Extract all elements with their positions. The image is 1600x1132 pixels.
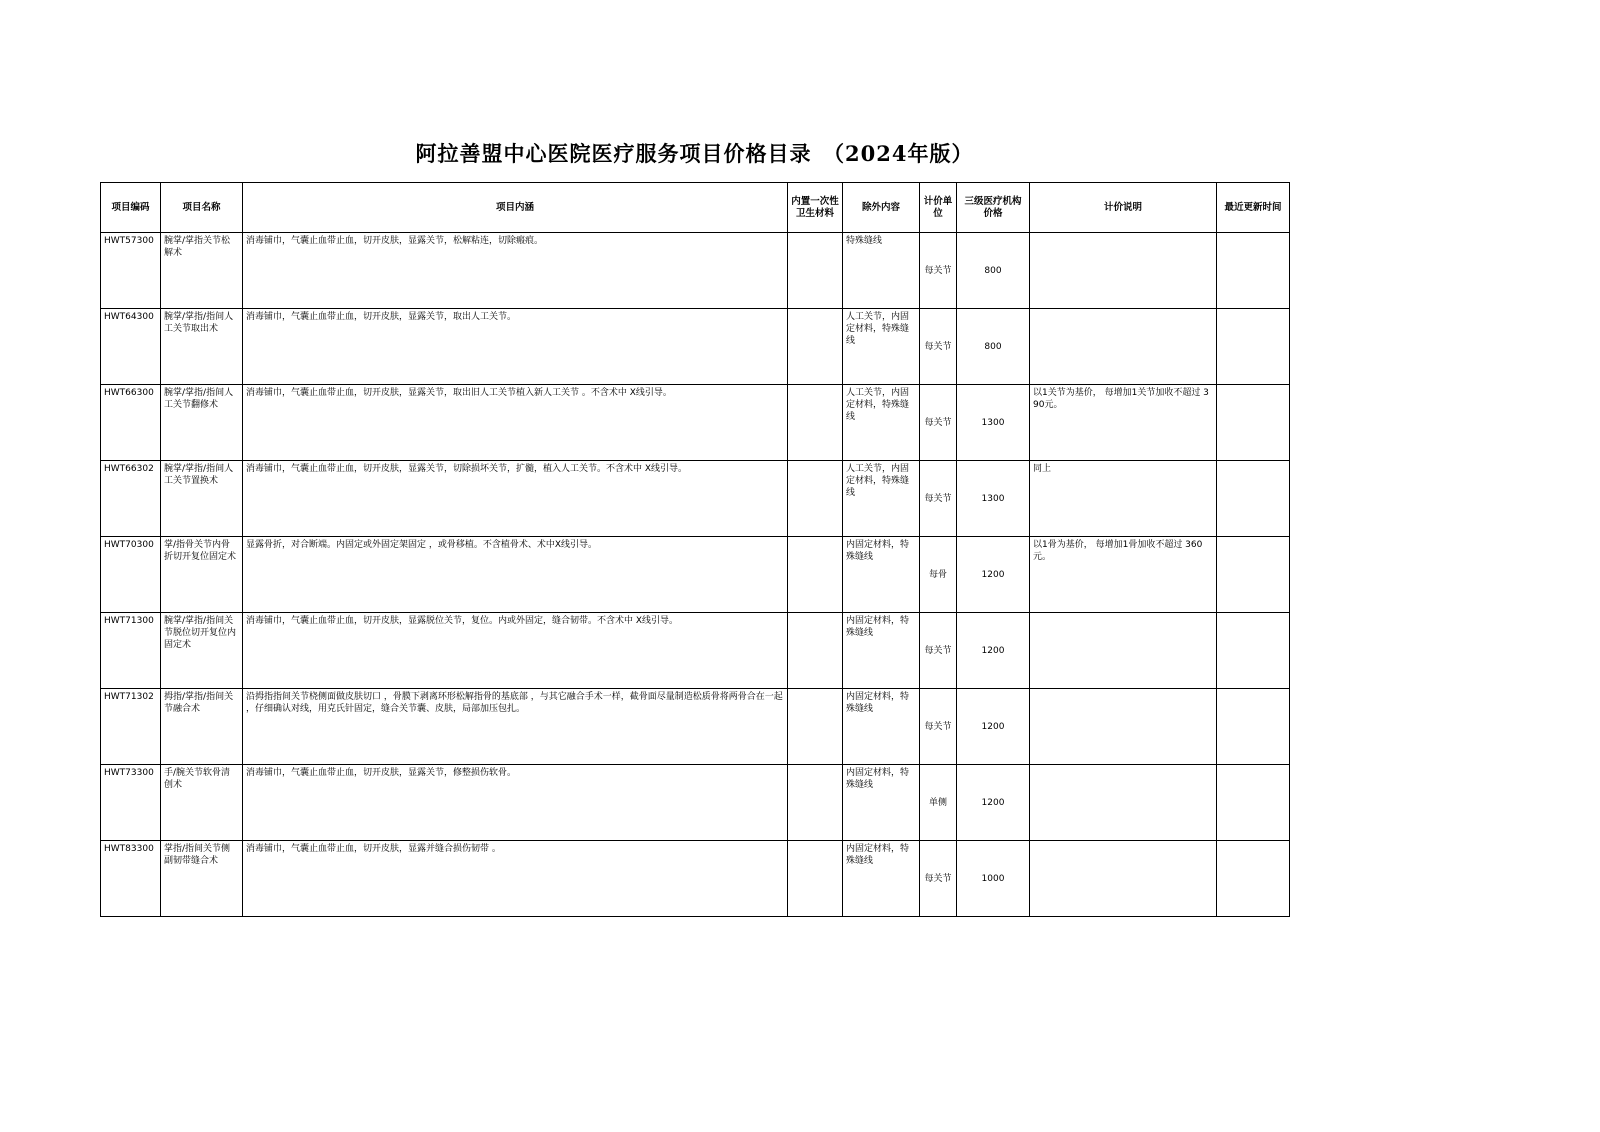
cell-project-code: HWT83300 bbox=[101, 841, 161, 917]
col-header-content: 项目内涵 bbox=[243, 183, 788, 233]
table-header-row bbox=[101, 183, 1290, 233]
cell-builtin-material bbox=[788, 765, 843, 841]
cell-last-updated bbox=[1217, 613, 1290, 689]
cell-project-content: 消毒铺巾，气囊止血带止血，切开皮肤，显露关节，取出旧人工关节植入新人工关节 。不含术中 X线引导。 bbox=[243, 385, 788, 461]
col-header-price: 三级医疗机构价格 bbox=[957, 183, 1030, 233]
cell-pricing-unit: 每关节 bbox=[920, 613, 957, 689]
cell-project-name: 腕掌/掌指关节松解术 bbox=[161, 233, 243, 309]
cell-tertiary-price: 1200 bbox=[957, 537, 1030, 613]
table-row bbox=[101, 537, 1290, 613]
cell-pricing-note bbox=[1030, 233, 1217, 309]
cell-project-content: 消毒铺巾，气囊止血带止血，切开皮肤，显露关节，切除损坏关节，扩髓，植入人工关节。不含术中 X线引导。 bbox=[243, 461, 788, 537]
cell-project-content: 消毒铺巾，气囊止血带止血，切开皮肤，显露脱位关节，复位。内或外固定，缝合韧带。不含术中 X线引导。 bbox=[243, 613, 788, 689]
col-header-note: 计价说明 bbox=[1030, 183, 1217, 233]
cell-pricing-note bbox=[1030, 613, 1217, 689]
cell-pricing-unit: 单侧 bbox=[920, 765, 957, 841]
cell-tertiary-price: 1300 bbox=[957, 461, 1030, 537]
cell-project-code: HWT66302 bbox=[101, 461, 161, 537]
cell-excluded-content: 特殊缝线 bbox=[843, 233, 920, 309]
table-row bbox=[101, 385, 1290, 461]
cell-pricing-note bbox=[1030, 689, 1217, 765]
cell-builtin-material bbox=[788, 309, 843, 385]
cell-last-updated bbox=[1217, 385, 1290, 461]
cell-project-content: 消毒铺巾，气囊止血带止血，切开皮肤，显露并缝合损伤韧带 。 bbox=[243, 841, 788, 917]
cell-project-code: HWT64300 bbox=[101, 309, 161, 385]
col-header-material: 内置一次性卫生材料 bbox=[788, 183, 843, 233]
cell-last-updated bbox=[1217, 537, 1290, 613]
cell-pricing-note bbox=[1030, 309, 1217, 385]
cell-project-content: 消毒铺巾，气囊止血带止血，切开皮肤，显露关节，松解粘连，切除瘢痕。 bbox=[243, 233, 788, 309]
cell-project-code: HWT71300 bbox=[101, 613, 161, 689]
cell-tertiary-price: 800 bbox=[957, 309, 1030, 385]
cell-pricing-note: 以1关节为基价， 每增加1关节加收不超过 390元。 bbox=[1030, 385, 1217, 461]
cell-excluded-content: 人工关节，内固定材料，特殊缝线 bbox=[843, 461, 920, 537]
col-header-unit: 计价单位 bbox=[920, 183, 957, 233]
cell-last-updated bbox=[1217, 689, 1290, 765]
cell-project-name: 掌/指骨关节内骨折切开复位固定术 bbox=[161, 537, 243, 613]
cell-project-name: 手/腕关节软骨清创术 bbox=[161, 765, 243, 841]
cell-project-content: 消毒铺巾，气囊止血带止血，切开皮肤，显露关节，修整损伤软骨。 bbox=[243, 765, 788, 841]
cell-last-updated bbox=[1217, 765, 1290, 841]
table-row bbox=[101, 841, 1290, 917]
cell-pricing-unit: 每关节 bbox=[920, 233, 957, 309]
cell-tertiary-price: 1300 bbox=[957, 385, 1030, 461]
cell-tertiary-price: 1200 bbox=[957, 613, 1030, 689]
cell-tertiary-price: 1200 bbox=[957, 765, 1030, 841]
cell-builtin-material bbox=[788, 689, 843, 765]
col-header-excluded: 除外内容 bbox=[843, 183, 920, 233]
cell-project-name: 腕掌/掌指/指间关节脱位切开复位内固定术 bbox=[161, 613, 243, 689]
cell-project-code: HWT70300 bbox=[101, 537, 161, 613]
table-row bbox=[101, 689, 1290, 765]
table-row bbox=[101, 309, 1290, 385]
cell-excluded-content: 人工关节，内固定材料，特殊缝线 bbox=[843, 309, 920, 385]
col-header-name: 项目名称 bbox=[161, 183, 243, 233]
cell-project-content: 沿拇指指间关节桡侧面做皮肤切口 ，骨膜下剥离环形松解指骨的基底部 ，与其它融合手术一样，截骨面尽量制造松质骨将两骨合在一起 ，仔细确认对线，用克氏针固定，缝合关节囊、皮肤，局部加压包扎。 bbox=[243, 689, 788, 765]
cell-pricing-unit: 每关节 bbox=[920, 689, 957, 765]
cell-project-name: 腕掌/掌指/指间人工关节取出术 bbox=[161, 309, 243, 385]
cell-excluded-content: 内固定材料，特殊缝线 bbox=[843, 537, 920, 613]
cell-pricing-note: 以1骨为基价， 每增加1骨加收不超过 360元。 bbox=[1030, 537, 1217, 613]
cell-builtin-material bbox=[788, 537, 843, 613]
table-row bbox=[101, 233, 1290, 309]
price-table bbox=[100, 182, 1290, 917]
cell-last-updated bbox=[1217, 461, 1290, 537]
col-header-updated: 最近更新时间 bbox=[1217, 183, 1290, 233]
cell-tertiary-price: 800 bbox=[957, 233, 1030, 309]
cell-excluded-content: 内固定材料，特殊缝线 bbox=[843, 765, 920, 841]
cell-project-name: 腕掌/掌指/指间人工关节置换术 bbox=[161, 461, 243, 537]
cell-builtin-material bbox=[788, 385, 843, 461]
table-row bbox=[101, 613, 1290, 689]
cell-pricing-note: 同上 bbox=[1030, 461, 1217, 537]
cell-excluded-content: 内固定材料，特殊缝线 bbox=[843, 841, 920, 917]
cell-project-name: 拇指/掌指/指间关节融合术 bbox=[161, 689, 243, 765]
cell-pricing-note bbox=[1030, 841, 1217, 917]
cell-builtin-material bbox=[788, 841, 843, 917]
cell-builtin-material bbox=[788, 461, 843, 537]
cell-pricing-note bbox=[1030, 765, 1217, 841]
cell-project-name: 腕掌/掌指/指间人工关节翻修术 bbox=[161, 385, 243, 461]
cell-project-name: 掌指/指间关节侧副韧带缝合术 bbox=[161, 841, 243, 917]
col-header-code: 项目编码 bbox=[101, 183, 161, 233]
cell-builtin-material bbox=[788, 233, 843, 309]
cell-pricing-unit: 每关节 bbox=[920, 385, 957, 461]
cell-pricing-unit: 每关节 bbox=[920, 309, 957, 385]
cell-last-updated bbox=[1217, 841, 1290, 917]
cell-excluded-content: 内固定材料，特殊缝线 bbox=[843, 689, 920, 765]
cell-project-content: 显露骨折，对合断端。内固定或外固定架固定 ，或骨移植。不含植骨术、术中X线引导。 bbox=[243, 537, 788, 613]
cell-tertiary-price: 1200 bbox=[957, 689, 1030, 765]
cell-tertiary-price: 1000 bbox=[957, 841, 1030, 917]
cell-excluded-content: 内固定材料，特殊缝线 bbox=[843, 613, 920, 689]
cell-last-updated bbox=[1217, 233, 1290, 309]
cell-project-code: HWT66300 bbox=[101, 385, 161, 461]
cell-builtin-material bbox=[788, 613, 843, 689]
cell-pricing-unit: 每骨 bbox=[920, 537, 957, 613]
cell-pricing-unit: 每关节 bbox=[920, 841, 957, 917]
cell-pricing-unit: 每关节 bbox=[920, 461, 957, 537]
cell-last-updated bbox=[1217, 309, 1290, 385]
table-row bbox=[101, 461, 1290, 537]
page-title: 阿拉善盟中心医院医疗服务项目价格目录 （2024年版） bbox=[415, 141, 974, 166]
cell-project-code: HWT71302 bbox=[101, 689, 161, 765]
cell-excluded-content: 人工关节，内固定材料，特殊缝线 bbox=[843, 385, 920, 461]
cell-project-code: HWT57300 bbox=[101, 233, 161, 309]
table-row bbox=[101, 765, 1290, 841]
cell-project-content: 消毒铺巾，气囊止血带止血，切开皮肤，显露关节，取出人工关节。 bbox=[243, 309, 788, 385]
cell-project-code: HWT73300 bbox=[101, 765, 161, 841]
